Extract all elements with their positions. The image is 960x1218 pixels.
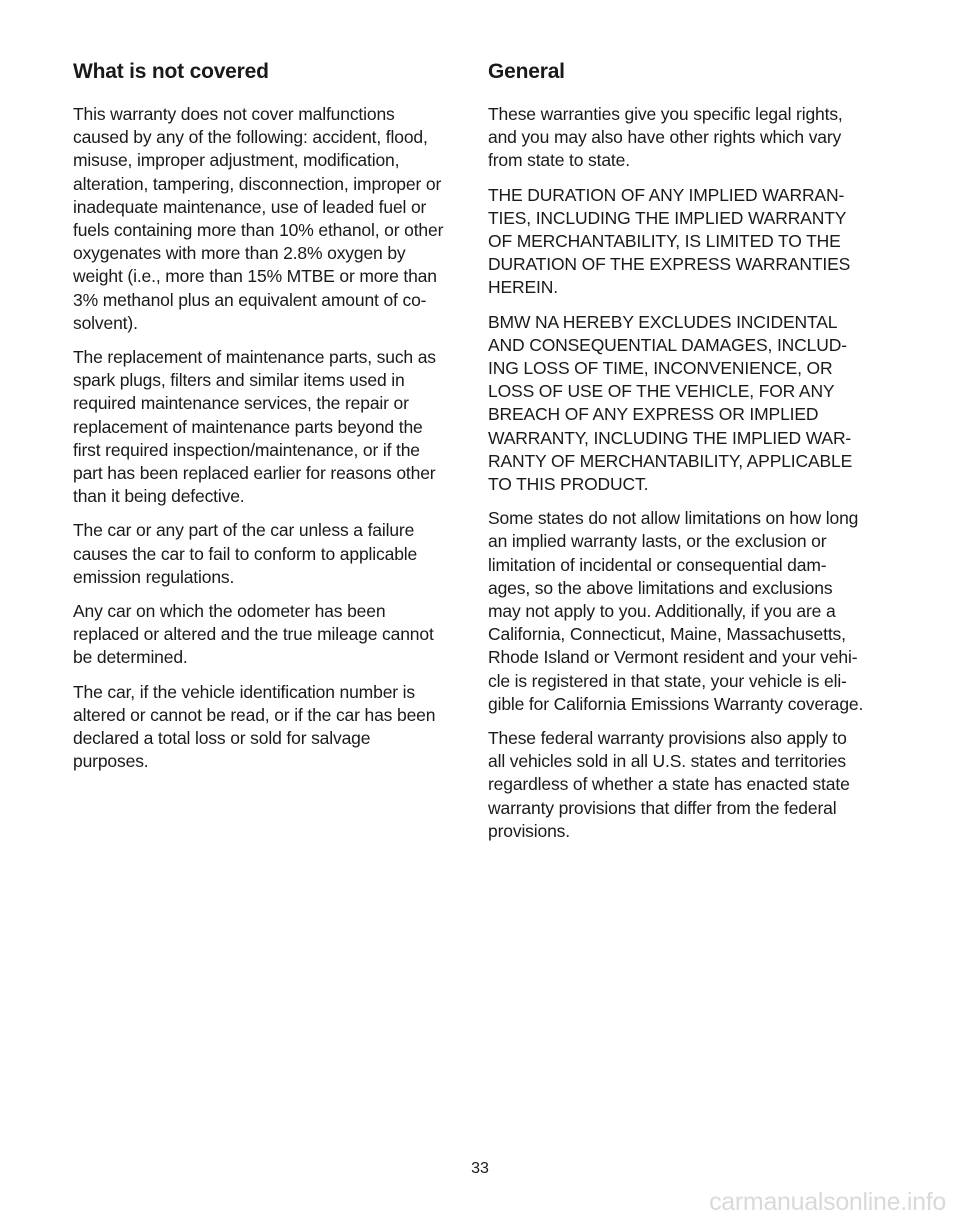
section-heading-not-covered: What is not covered	[73, 60, 269, 83]
paragraph: The car, if the vehicle identification number is altered or cannot be read, or if the car has been declared a total loss or sold for salvage purposes.	[73, 681, 436, 772]
paragraph: This warranty does not cover malfunctions caused by any of the following: accident, flood, misuse, improper adjustment, modification, alteration, tampering, disconnection, improper or inadequate maintenance, use of leaded fuel or fuels containing more than 10% ethanol, or other oxygenates with more than 2.8% oxygen by weight (i.e., more than 15% MTBE or more than 3% methanol plus an equivalent amount of co-solvent).	[73, 104, 444, 333]
paragraph: Some states do not allow limitations on how long an implied warranty lasts, or the exclusion or limitation of incidental or consequential dam-ages, so the above limitations and exclusions may not apply to you. Additionally, if you are a California, Connecticut, Maine, Massachusetts, Rhode Island or Vermont resident and your vehi-cle is registered in that state, your vehicle is eli-gible for California Emissions Warranty coverage.	[488, 508, 864, 714]
paragraph: The replacement of maintenance parts, such as spark plugs, filters and similar items used in required maintenance services, the repair or replacement of maintenance parts beyond the first required inspection/maintenance, or if the part has been replaced earlier for reasons other than it being defective.	[73, 347, 436, 507]
paragraph: Any car on which the odometer has been replaced or altered and the true mileage cannot be determined.	[73, 601, 434, 668]
page-number: 33	[471, 1160, 489, 1177]
section-heading-general: General	[488, 60, 565, 83]
left-column	[73, 58, 449, 784]
watermark: carmanualsonline.info	[709, 1188, 946, 1216]
paragraph: The car or any part of the car unless a failure causes the car to fail to conform to applicable emission regulations.	[73, 520, 418, 587]
paragraph: BMW NA HEREBY EXCLUDES INCIDENTAL AND CONSEQUENTIAL DAMAGES, INCLUD-ING LOSS OF TIME, INCONVENIENCE, OR LOSS OF USE OF THE VEHICLE, FOR ANY BREACH OF ANY EXPRESS OR IMPLIED WARRANTY, INCLUDING THE IMPLIED WAR-RANTY OF MERCHANTABILITY, APPLICABLE TO THIS PRODUCT.	[488, 311, 853, 495]
right-column	[488, 58, 868, 854]
paragraph: THE DURATION OF ANY IMPLIED WARRAN-TIES, INCLUDING THE IMPLIED WARRANTY OF MERCHANTABILITY, IS LIMITED TO THE DURATION OF THE EXPRESS WARRANTIES HEREIN.	[488, 184, 851, 298]
paragraph: These warranties give you specific legal rights, and you may also have other rights which vary from state to state.	[488, 104, 843, 171]
paragraph: These federal warranty provisions also apply to all vehicles sold in all U.S. states and territories regardless of whether a state has enacted state warranty provisions that differ from the federal provisions.	[488, 728, 850, 841]
